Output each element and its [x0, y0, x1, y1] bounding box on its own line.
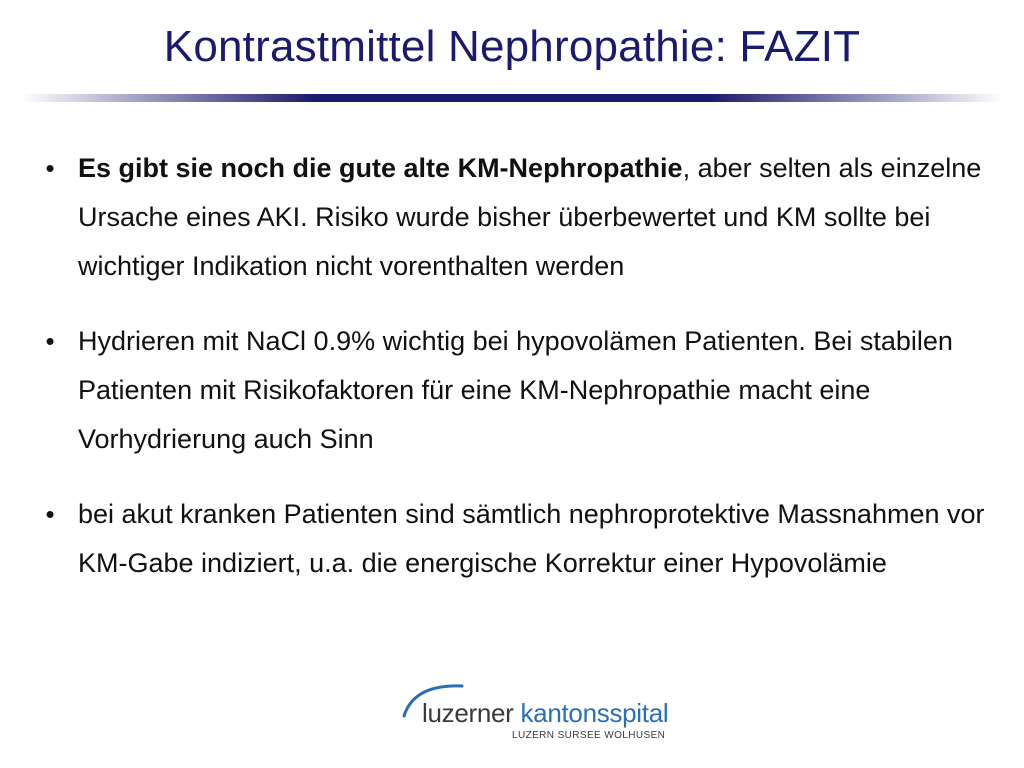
logo-name-part2: kantonsspital [520, 698, 669, 728]
bullet-text [78, 153, 981, 281]
bullet-text [78, 326, 953, 454]
bullet-body-text: , aber selten als einzelne Ursache eines AKI. Risiko wurde bisher überbewertet und KM sollte bei wichtiger Indikation nicht vorenthalten werden [78, 153, 982, 281]
bullet-item-1 [40, 144, 1000, 291]
logo-locations: LUZERN SURSEE WOLHUSEN [512, 730, 666, 741]
bullet-body-text: bei akut kranken Patienten sind sämtlich nephroprotektive Massnahmen vor KM-Gabe indiziert, u.a. die energische Korrektur einer Hypovolämie [78, 499, 985, 578]
hospital-logo [400, 680, 669, 750]
logo-wordmark [422, 698, 668, 729]
bullet-marker: • [45, 499, 55, 529]
bullet-text [78, 499, 985, 578]
bullet-list [40, 144, 1000, 588]
bullet-marker: • [45, 153, 55, 183]
slide-title: Kontrastmittel Nephropathie: FAZIT [163, 22, 861, 71]
bullet-marker: • [45, 326, 55, 356]
bullet-item-2 [40, 317, 1000, 464]
bullet-bold-text: Es gibt sie noch die gute alte KM-Nephropathie [78, 153, 683, 183]
logo-name-part1: luzerner [422, 698, 514, 728]
bullet-item-3 [40, 490, 1000, 588]
bullet-body-text: Hydrieren mit NaCl 0.9% wichtig bei hypovolämen Patienten. Bei stabilen Patienten mit Risikofaktoren für eine KM-Nephropathie macht eine Vorhydrierung auch Sinn [78, 326, 953, 454]
title-underline [22, 94, 1002, 102]
